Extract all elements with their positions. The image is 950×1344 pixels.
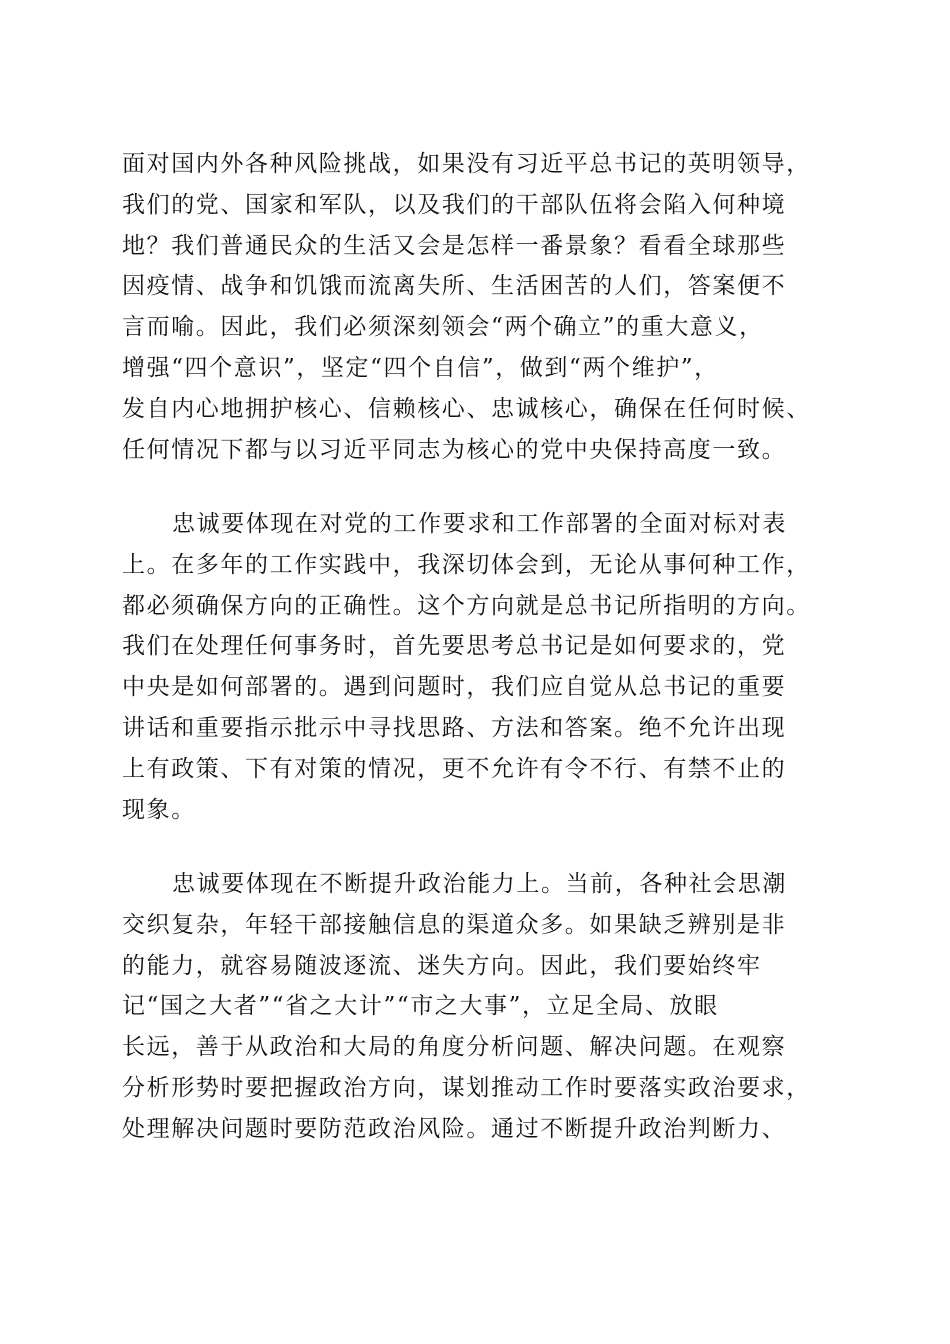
paragraph-line: 忠诚要体现在不断提升政治能力上。当前，各种社会思潮: [172, 871, 787, 897]
paragraph-line: 我们的党、国家和军队，以及我们的干部队伍将会陷入何种境: [122, 191, 787, 218]
paragraph-1: [122, 144, 842, 470]
paragraph-line: 都必须确保方向的正确性。这个方向就是总书记所指明的方向。: [122, 592, 811, 619]
paragraph-line: 任何情况下都与以习近平同志为核心的党中央保持高度一致。: [122, 436, 787, 463]
paragraph-line: 上。在多年的工作实践中，我深切体会到，无论从事何种工作，: [122, 551, 811, 578]
paragraph-line: 讲话和重要指示批示中寻找思路、方法和答案。绝不允许出现: [122, 714, 787, 741]
paragraph-3: [122, 864, 842, 1150]
paragraph-line: 记“国之大者”“省之大计”“市之大事”，立足全局、放眼: [122, 993, 719, 1020]
paragraph-line: 增强“四个意识”，坚定“四个自信”，做到“两个维护”，: [122, 354, 719, 381]
paragraph-line: 忠诚要体现在对党的工作要求和工作部署的全面对标对表: [172, 511, 787, 537]
paragraph-line: 言而喻。因此，我们必须深刻领会“两个确立”的重大意义，: [122, 314, 764, 341]
paragraph-line: 的能力，就容易随波逐流、迷失方向。因此，我们要始终牢: [122, 952, 762, 979]
paragraph-line: 交织复杂，年轻干部接触信息的渠道众多。如果缺乏辨别是非: [122, 911, 787, 938]
paragraph-line: 因疫情、战争和饥饿而流离失所、生活困苦的人们，答案便不: [122, 273, 787, 300]
paragraph-line: 现象。: [122, 796, 196, 823]
paragraph-line: 分析形势时要把握政治方向，谋划推动工作时要落实政治要求，: [122, 1074, 811, 1101]
paragraph-2: [122, 504, 842, 830]
paragraph-line: 长远，善于从政治和大局的角度分析问题、解决问题。在观察: [122, 1034, 787, 1061]
paragraph-line: 我们在处理任何事务时，首先要思考总书记是如何要求的，党: [122, 633, 787, 660]
paragraph-line: 中央是如何部署的。遇到问题时，我们应自觉从总书记的重要: [122, 674, 787, 701]
paragraph-line: 上有政策、下有对策的情况，更不允许有令不行、有禁不止的: [122, 755, 787, 782]
paragraph-line: 处理解决问题时要防范政治风险。通过不断提升政治判断力、: [122, 1115, 787, 1142]
paragraph-line: 地？我们普通民众的生活又会是怎样一番景象？看看全球那些: [122, 232, 787, 259]
paragraph-line: 发自内心地拥护核心、信赖核心、忠诚核心，确保在任何时候、: [122, 395, 811, 422]
paragraph-line: 面对国内外各种风险挑战，如果没有习近平总书记的英明领导，: [122, 151, 811, 177]
